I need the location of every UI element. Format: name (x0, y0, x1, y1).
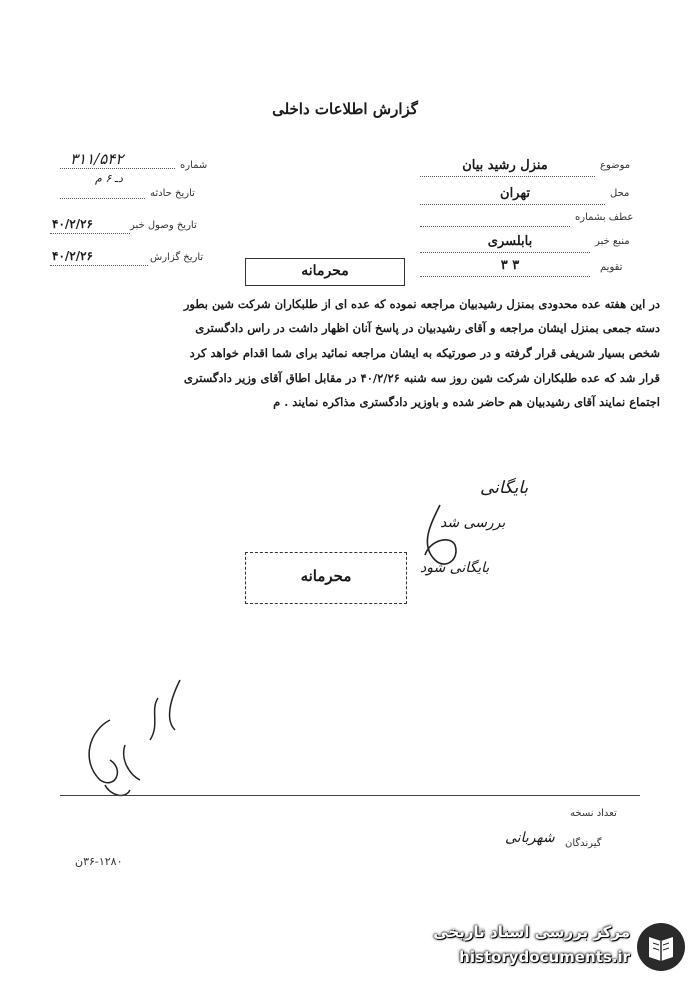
rating-label: تقویم (600, 262, 623, 273)
report-date-label: تاریخ گزارش (150, 252, 204, 263)
place-underline (420, 204, 605, 205)
source-underline (420, 252, 590, 253)
handwritten-note-file: بایگانی شود (420, 560, 490, 576)
body-line-3: شخص بسیار شریفی قرار گرفته و در صورتیکه به ایشان مراجعه نمائید برای شما اقدام خواهد کرد (189, 346, 660, 360)
number-label: شماره (180, 160, 208, 171)
form-code: ۳۶-۱۲۸۰ن (75, 855, 123, 868)
classification-stamp-top (245, 258, 405, 286)
receive-date-value: ۴۰/۲/۲۶ (52, 217, 93, 231)
classification-stamp-middle (245, 552, 407, 604)
footer-divider (60, 795, 640, 796)
body-line-2: دسته جمعی بمنزل ایشان مراجعه و آقای رشیدبیان در پاسخ آنان اظهار داشت در راس دادگستری (195, 321, 660, 335)
document-title: گزارش اطلاعات داخلی (272, 100, 418, 118)
copies-label: تعداد نسخه (570, 808, 617, 819)
number-value: ۳۱۱/۵۴۲ (70, 150, 124, 168)
subject-label: موضوع (600, 160, 631, 171)
source-label: منبع خبر (595, 236, 630, 247)
handwritten-scribble-signature (400, 500, 490, 580)
rating-value: ۳ ۳ (500, 258, 520, 273)
ref-label: عطف بشماره (575, 212, 634, 223)
watermark (395, 915, 695, 975)
rating-underline (420, 276, 590, 277)
body-line-1: در این هفته عده محدودی بمنزل رشیدبیان مراجعه نموده که عده ای از طلبکاران شرکت شین بطور (183, 297, 660, 311)
receive-date-label: تاریخ وصول خبر (130, 220, 197, 231)
receive-date-underline (50, 233, 130, 234)
event-date-label: تاریخ حادثه (150, 188, 195, 199)
classification-stamp-middle-text: محرمانه (300, 567, 352, 585)
source-value: بابلسری (487, 234, 533, 249)
body-line-4: قرار شد که عده طلبکاران شرکت شین روز سه شنبه ۴۰/۲/۲۶ در مقابل اطاق آقای وزیر دادگستری (183, 371, 660, 385)
handwritten-note-reviewed: بررسی شد (440, 515, 506, 531)
report-date-underline (50, 265, 148, 266)
number-sub: دـ ۶ م (95, 172, 123, 185)
event-date-underline (60, 198, 145, 199)
watermark-title: مرکز بررسی اسناد تاریخی (433, 923, 630, 941)
place-value: تهران (500, 186, 530, 201)
book-logo-icon (635, 921, 687, 973)
marginal-handwriting-icon (70, 670, 200, 810)
report-date-value: ۴۰/۲/۲۶ (52, 249, 93, 263)
ref-underline (420, 226, 570, 227)
recipients-label: گیرندگان (565, 838, 602, 849)
recipients-value: شهربانی (505, 830, 555, 846)
classification-stamp-top-text: محرمانه (301, 263, 349, 279)
watermark-url: historydocuments.ir (459, 948, 630, 966)
subject-value: منزل رشید بیان (462, 158, 548, 173)
subject-underline (420, 176, 595, 177)
body-line-5: اجتماع نمایند آقای رشیدبیان هم حاضر شده و باوزیر دادگستری مذاکره نمایند . م (273, 395, 660, 409)
handwritten-note-archive: بایگانی (480, 478, 529, 498)
place-label: محل (610, 188, 630, 199)
number-underline (60, 168, 175, 169)
